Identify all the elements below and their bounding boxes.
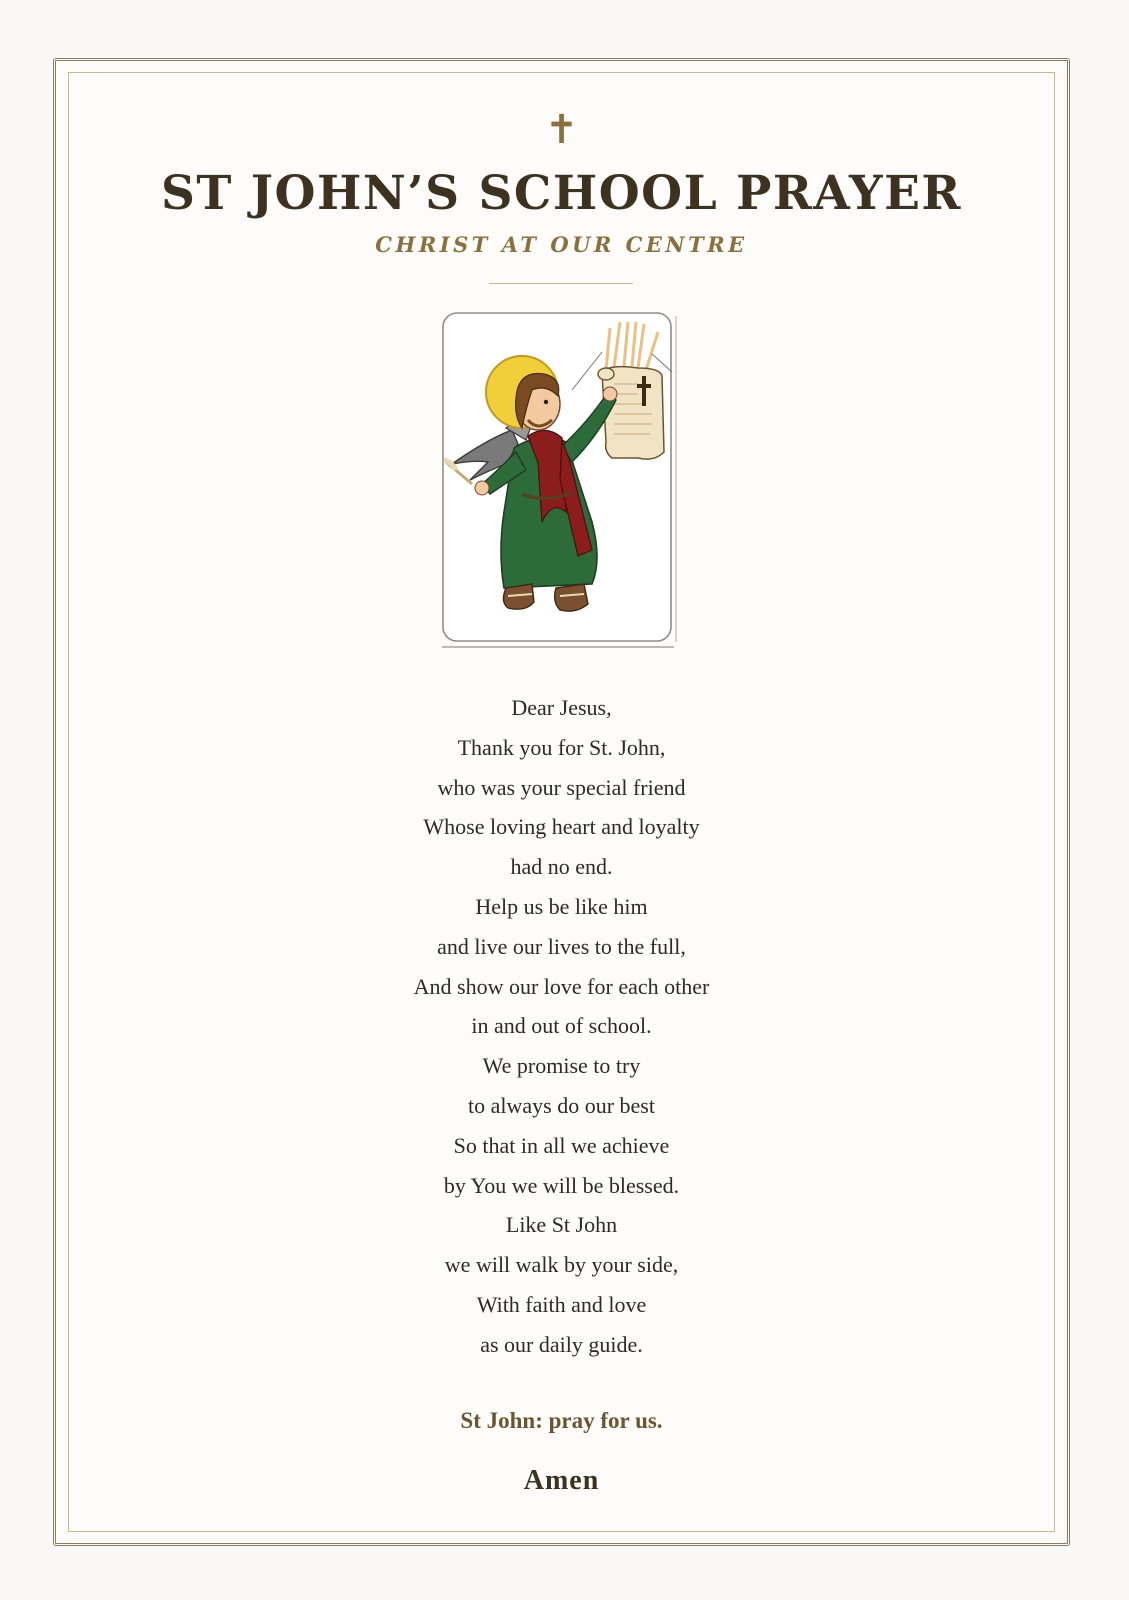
prayer-card bbox=[68, 72, 1055, 1532]
prayer-line: had no end. bbox=[510, 854, 613, 880]
prayer-line: and live our lives to the full, bbox=[437, 933, 686, 959]
prayer-line: Whose loving heart and loyalty bbox=[423, 814, 700, 840]
amen-text: Amen bbox=[523, 1465, 600, 1496]
prayer-line: Help us be like him bbox=[475, 893, 648, 919]
prayer-line: Dear Jesus, bbox=[511, 695, 612, 720]
prayer-line: who was your special friend bbox=[437, 774, 686, 800]
cross-icon: ✝ bbox=[544, 107, 579, 153]
st-john-illustration bbox=[442, 312, 678, 648]
prayer-text bbox=[68, 688, 1055, 1365]
invocation-text: St John: pray for us. bbox=[460, 1408, 663, 1433]
prayer-line: in and out of school. bbox=[471, 1013, 652, 1039]
prayer-line: Like St John bbox=[505, 1212, 618, 1238]
prayer-line: We promise to try bbox=[482, 1053, 641, 1079]
prayer-line: Thank you for St. John, bbox=[457, 734, 666, 760]
prayer-line: by You we will be blessed. bbox=[443, 1172, 680, 1198]
page-subtitle: CHRIST AT OUR CENTRE bbox=[375, 232, 748, 257]
title-divider bbox=[489, 283, 633, 284]
prayer-line: With faith and love bbox=[476, 1291, 647, 1317]
prayer-line: So that in all we achieve bbox=[453, 1132, 670, 1158]
prayer-line: we will walk by your side, bbox=[444, 1252, 679, 1278]
prayer-line: And show our love for each other bbox=[413, 973, 710, 999]
prayer-line: as our daily guide. bbox=[480, 1331, 643, 1357]
page-title: ST JOHN’S SCHOOL PRAYER bbox=[160, 166, 962, 221]
prayer-line: to always do our best bbox=[468, 1092, 655, 1118]
